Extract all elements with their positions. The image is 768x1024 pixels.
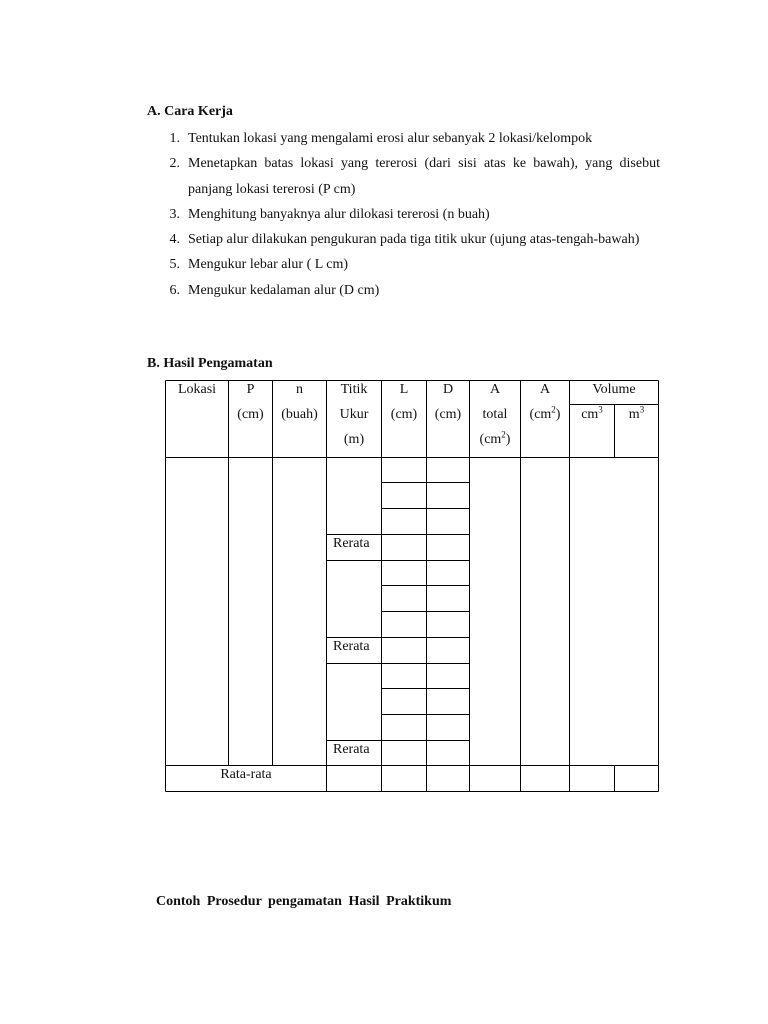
- step-number: 3.: [169, 206, 180, 222]
- header-a: A: [539, 382, 551, 397]
- header-a-total-unit: $(cm^2)$: [479, 429, 511, 447]
- header-n: n: [296, 382, 303, 397]
- header-titik-ukur: Ukur: [339, 407, 369, 422]
- step-text: Setiap alur dilakukan pengukuran pada tiga titik ukur (ujung atas-tengah-bawah): [188, 232, 640, 248]
- header-volume: Volume: [592, 382, 636, 397]
- step-text: Mengukur lebar alur ( L cm): [188, 257, 349, 273]
- rata-rata-label: Rata-rata: [220, 767, 272, 782]
- step-number: 4.: [169, 232, 180, 248]
- header-p-unit: (cm): [237, 407, 264, 422]
- header-titik: Titik: [340, 382, 368, 397]
- step-number: 5.: [169, 257, 180, 273]
- header-volume-m3: $m^3$: [628, 404, 645, 422]
- step-text: Tentukan lokasi yang mengalami erosi alur sebanyak 2 lokasi/kelompok: [188, 131, 593, 146]
- step-text: Menghitung banyaknya alur dilokasi tererosi (n buah): [188, 206, 490, 222]
- rerata-label: Rerata: [333, 742, 370, 757]
- header-a-total: A: [489, 382, 501, 397]
- section-b-title: B. Hasil Pengamatan: [147, 356, 273, 371]
- header-l-unit: (cm): [390, 407, 418, 422]
- header-a-unit: $(cm^2)$: [529, 404, 561, 422]
- rerata-label: Rerata: [333, 536, 370, 551]
- header-p: P: [246, 382, 255, 397]
- section-a-title: A. Cara Kerja: [147, 104, 233, 119]
- header-volume-cm3: $cm^3$: [581, 404, 603, 422]
- header-n-unit: (buah): [281, 407, 318, 422]
- step-text: Menetapkan batas lokasi yang tererosi (dari sisi atas ke bawah), yang disebut panjang lokasi tererosi (P cm): [188, 156, 660, 197]
- header-lokasi: Lokasi: [177, 382, 217, 397]
- step-number: 6.: [169, 282, 180, 298]
- example-procedure-title: Contoh Prosedur pengamatan Hasil Praktikum: [156, 894, 452, 909]
- header-titik-unit: (m): [343, 432, 365, 447]
- step-number: 1.: [169, 131, 180, 146]
- header-a-total-word: total: [482, 407, 508, 422]
- header-l: L: [399, 382, 409, 397]
- header-d: D: [442, 382, 454, 397]
- step-text: Mengukur kedalaman alur (D cm): [188, 282, 380, 298]
- header-d-unit: (cm): [434, 407, 462, 422]
- step-number: 2.: [169, 156, 180, 172]
- rerata-label: Rerata: [333, 639, 370, 654]
